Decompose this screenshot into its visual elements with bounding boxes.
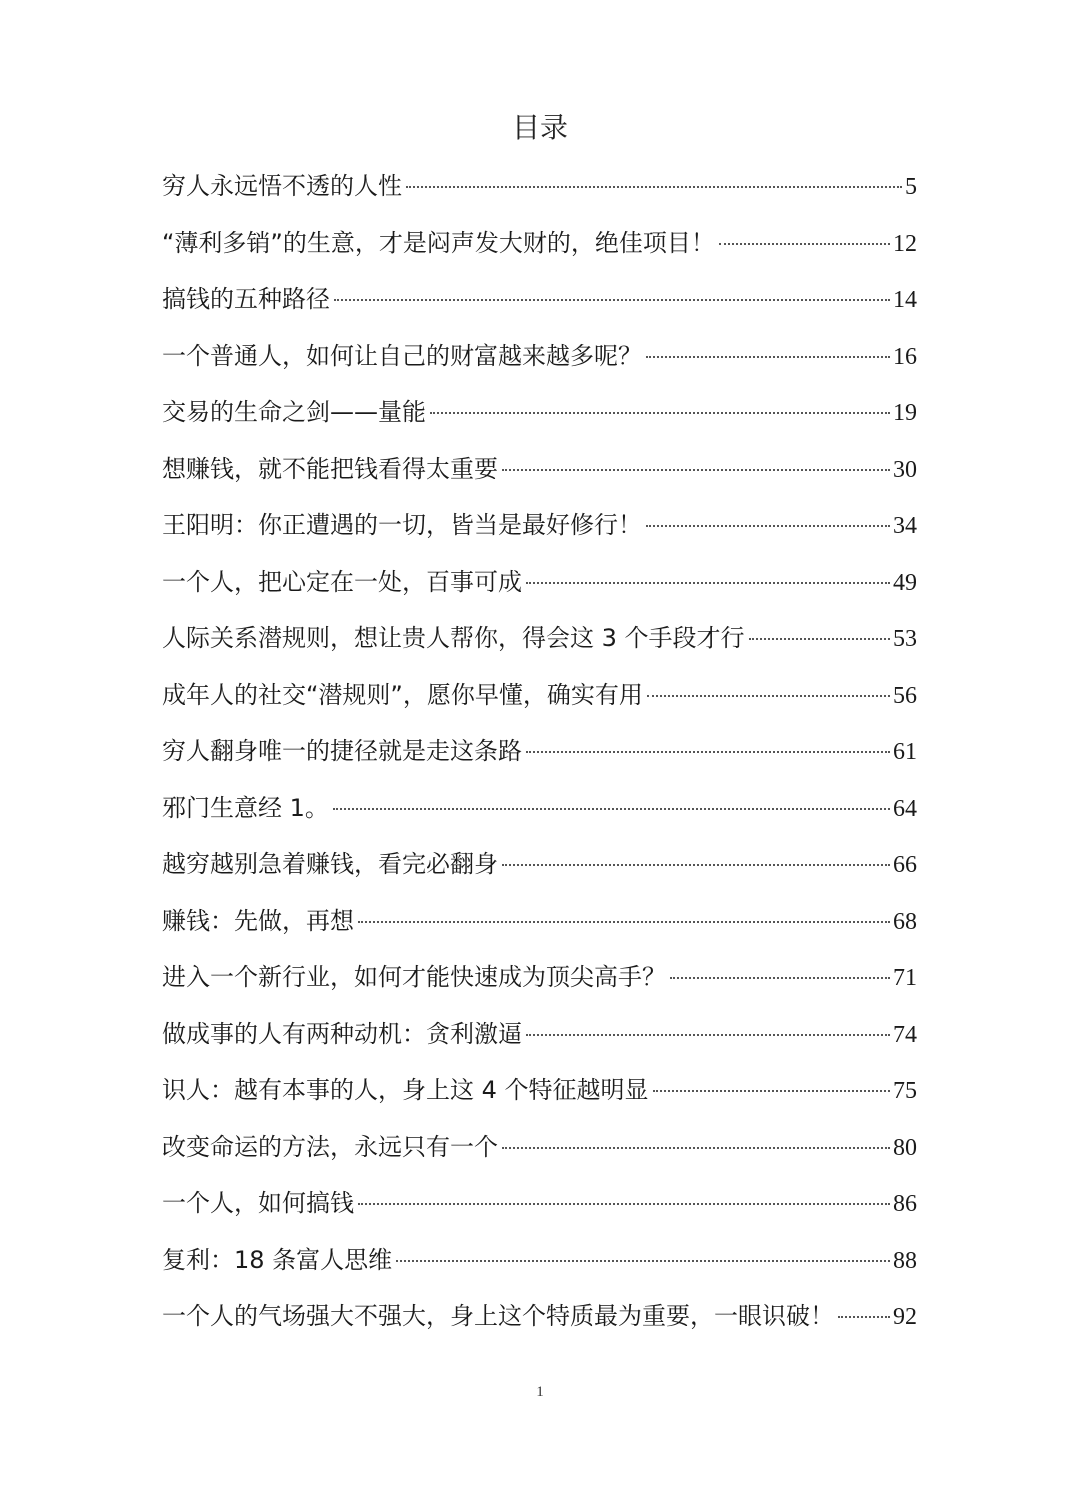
toc-entry-page: 68 bbox=[893, 908, 917, 935]
toc-entry-page: 64 bbox=[893, 795, 917, 822]
dot-leader bbox=[502, 469, 890, 471]
dot-leader bbox=[526, 1034, 890, 1036]
dot-leader bbox=[647, 695, 890, 697]
dot-leader bbox=[653, 1090, 890, 1092]
toc-title: 目录 bbox=[511, 111, 568, 144]
toc-entry-title: 改变命运的方法，永远只有一个 bbox=[162, 1132, 498, 1161]
toc-entry[interactable] bbox=[162, 780, 917, 837]
toc-entry-page: 71 bbox=[893, 965, 917, 991]
toc-entry-title: 赚钱：先做，再想 bbox=[162, 906, 354, 935]
toc-entry[interactable] bbox=[162, 497, 917, 554]
dot-leader bbox=[646, 525, 890, 527]
toc-entry[interactable] bbox=[162, 667, 917, 724]
toc-entry-page: 92 bbox=[893, 1304, 917, 1330]
toc-entry-page: 5 bbox=[905, 174, 917, 200]
toc-entry[interactable] bbox=[162, 1119, 917, 1176]
toc-entry-title: 做成事的人有两种动机：贪利激逼 bbox=[162, 1019, 522, 1048]
toc-entry-title: 一个人的气场强大不强大，身上这个特质最为重要，一眼识破！ bbox=[162, 1302, 834, 1330]
toc-entry-page: 30 bbox=[893, 456, 917, 483]
toc-entry-page: 12 bbox=[893, 230, 917, 257]
toc-entry-title: 邪门生意经 1。 bbox=[162, 793, 329, 822]
toc-entry[interactable] bbox=[162, 949, 917, 1006]
toc-entry[interactable] bbox=[162, 215, 917, 272]
toc-entry-page: 34 bbox=[893, 513, 917, 539]
toc-entry-page: 56 bbox=[893, 682, 917, 709]
toc-entry-page: 14 bbox=[893, 287, 917, 313]
dot-leader bbox=[749, 638, 890, 640]
toc-entry-title: 王阳明：你正遭遇的一切，皆当是最好修行！ bbox=[162, 511, 642, 539]
dot-leader bbox=[670, 977, 890, 979]
dot-leader bbox=[838, 1316, 890, 1318]
toc-entry-title: 穷人永远悟不透的人性 bbox=[162, 172, 402, 200]
toc-entry-title: 一个普通人，如何让自己的财富越来越多呢？ bbox=[162, 341, 642, 370]
toc-entry-title: 人际关系潜规则，想让贵人帮你，得会这 3 个手段才行 bbox=[162, 624, 745, 652]
toc-entry[interactable] bbox=[162, 1062, 917, 1119]
toc-entry[interactable] bbox=[162, 271, 917, 328]
toc-entry-title: 穷人翻身唯一的捷径就是走这条路 bbox=[162, 737, 522, 765]
toc-entry-title: “薄利多销”的生意，才是闷声发大财的，绝佳项目！ bbox=[162, 228, 715, 257]
toc-entry[interactable] bbox=[162, 723, 917, 780]
toc-entry[interactable] bbox=[162, 158, 917, 215]
toc-entry-title: 交易的生命之剑——量能 bbox=[162, 398, 426, 426]
toc-entry[interactable] bbox=[162, 441, 917, 498]
dot-leader bbox=[646, 356, 890, 358]
toc-entry-page: 61 bbox=[893, 739, 917, 765]
toc-entry-title: 想赚钱，就不能把钱看得太重要 bbox=[162, 454, 498, 483]
dot-leader bbox=[333, 808, 890, 810]
toc-entry-title: 越穷越别急着赚钱，看完必翻身 bbox=[162, 850, 498, 878]
toc-entry[interactable] bbox=[162, 893, 917, 950]
toc-entry[interactable] bbox=[162, 1288, 917, 1345]
toc-entry[interactable] bbox=[162, 1006, 917, 1063]
toc-entry-page: 80 bbox=[893, 1134, 917, 1161]
toc-entry-page: 75 bbox=[893, 1078, 917, 1104]
toc-entry-page: 49 bbox=[893, 569, 917, 596]
toc-entry[interactable] bbox=[162, 1232, 917, 1289]
toc-entry-title: 一个人，如何搞钱 bbox=[162, 1189, 354, 1217]
dot-leader bbox=[430, 412, 890, 414]
dot-leader bbox=[358, 921, 890, 923]
toc-entry-page: 88 bbox=[893, 1247, 917, 1274]
toc-entry-title: 搞钱的五种路径 bbox=[162, 285, 330, 313]
toc-entry-page: 53 bbox=[893, 626, 917, 652]
toc-entry[interactable] bbox=[162, 1175, 917, 1232]
toc-entry[interactable] bbox=[162, 328, 917, 385]
toc-entry[interactable] bbox=[162, 836, 917, 893]
toc-entry-title: 进入一个新行业，如何才能快速成为顶尖高手？ bbox=[162, 963, 666, 991]
toc-entry-page: 66 bbox=[893, 852, 917, 878]
dot-leader bbox=[719, 243, 890, 245]
dot-leader bbox=[334, 299, 890, 301]
dot-leader bbox=[526, 582, 890, 584]
toc-entry-page: 86 bbox=[893, 1191, 917, 1217]
toc-entry-page: 74 bbox=[893, 1021, 917, 1048]
toc-entry-title: 成年人的社交“潜规则”，愿你早懂，确实有用 bbox=[162, 680, 643, 709]
toc-entry[interactable] bbox=[162, 610, 917, 667]
toc-entry-title: 识人：越有本事的人，身上这 4 个特征越明显 bbox=[162, 1076, 649, 1104]
dot-leader bbox=[502, 864, 890, 866]
page-number: 1 bbox=[536, 1384, 544, 1400]
toc-entry-page: 16 bbox=[893, 343, 917, 370]
dot-leader bbox=[358, 1203, 890, 1205]
toc-entry[interactable] bbox=[162, 554, 917, 611]
dot-leader bbox=[502, 1147, 890, 1149]
dot-leader bbox=[526, 751, 890, 753]
toc-entry[interactable] bbox=[162, 384, 917, 441]
toc-list bbox=[162, 158, 917, 1345]
toc-entry-title: 一个人，把心定在一处，百事可成 bbox=[162, 567, 522, 596]
dot-leader bbox=[396, 1260, 890, 1262]
dot-leader bbox=[406, 186, 902, 188]
toc-entry-title: 复利：18 条富人思维 bbox=[162, 1245, 393, 1274]
toc-entry-page: 19 bbox=[893, 400, 917, 426]
